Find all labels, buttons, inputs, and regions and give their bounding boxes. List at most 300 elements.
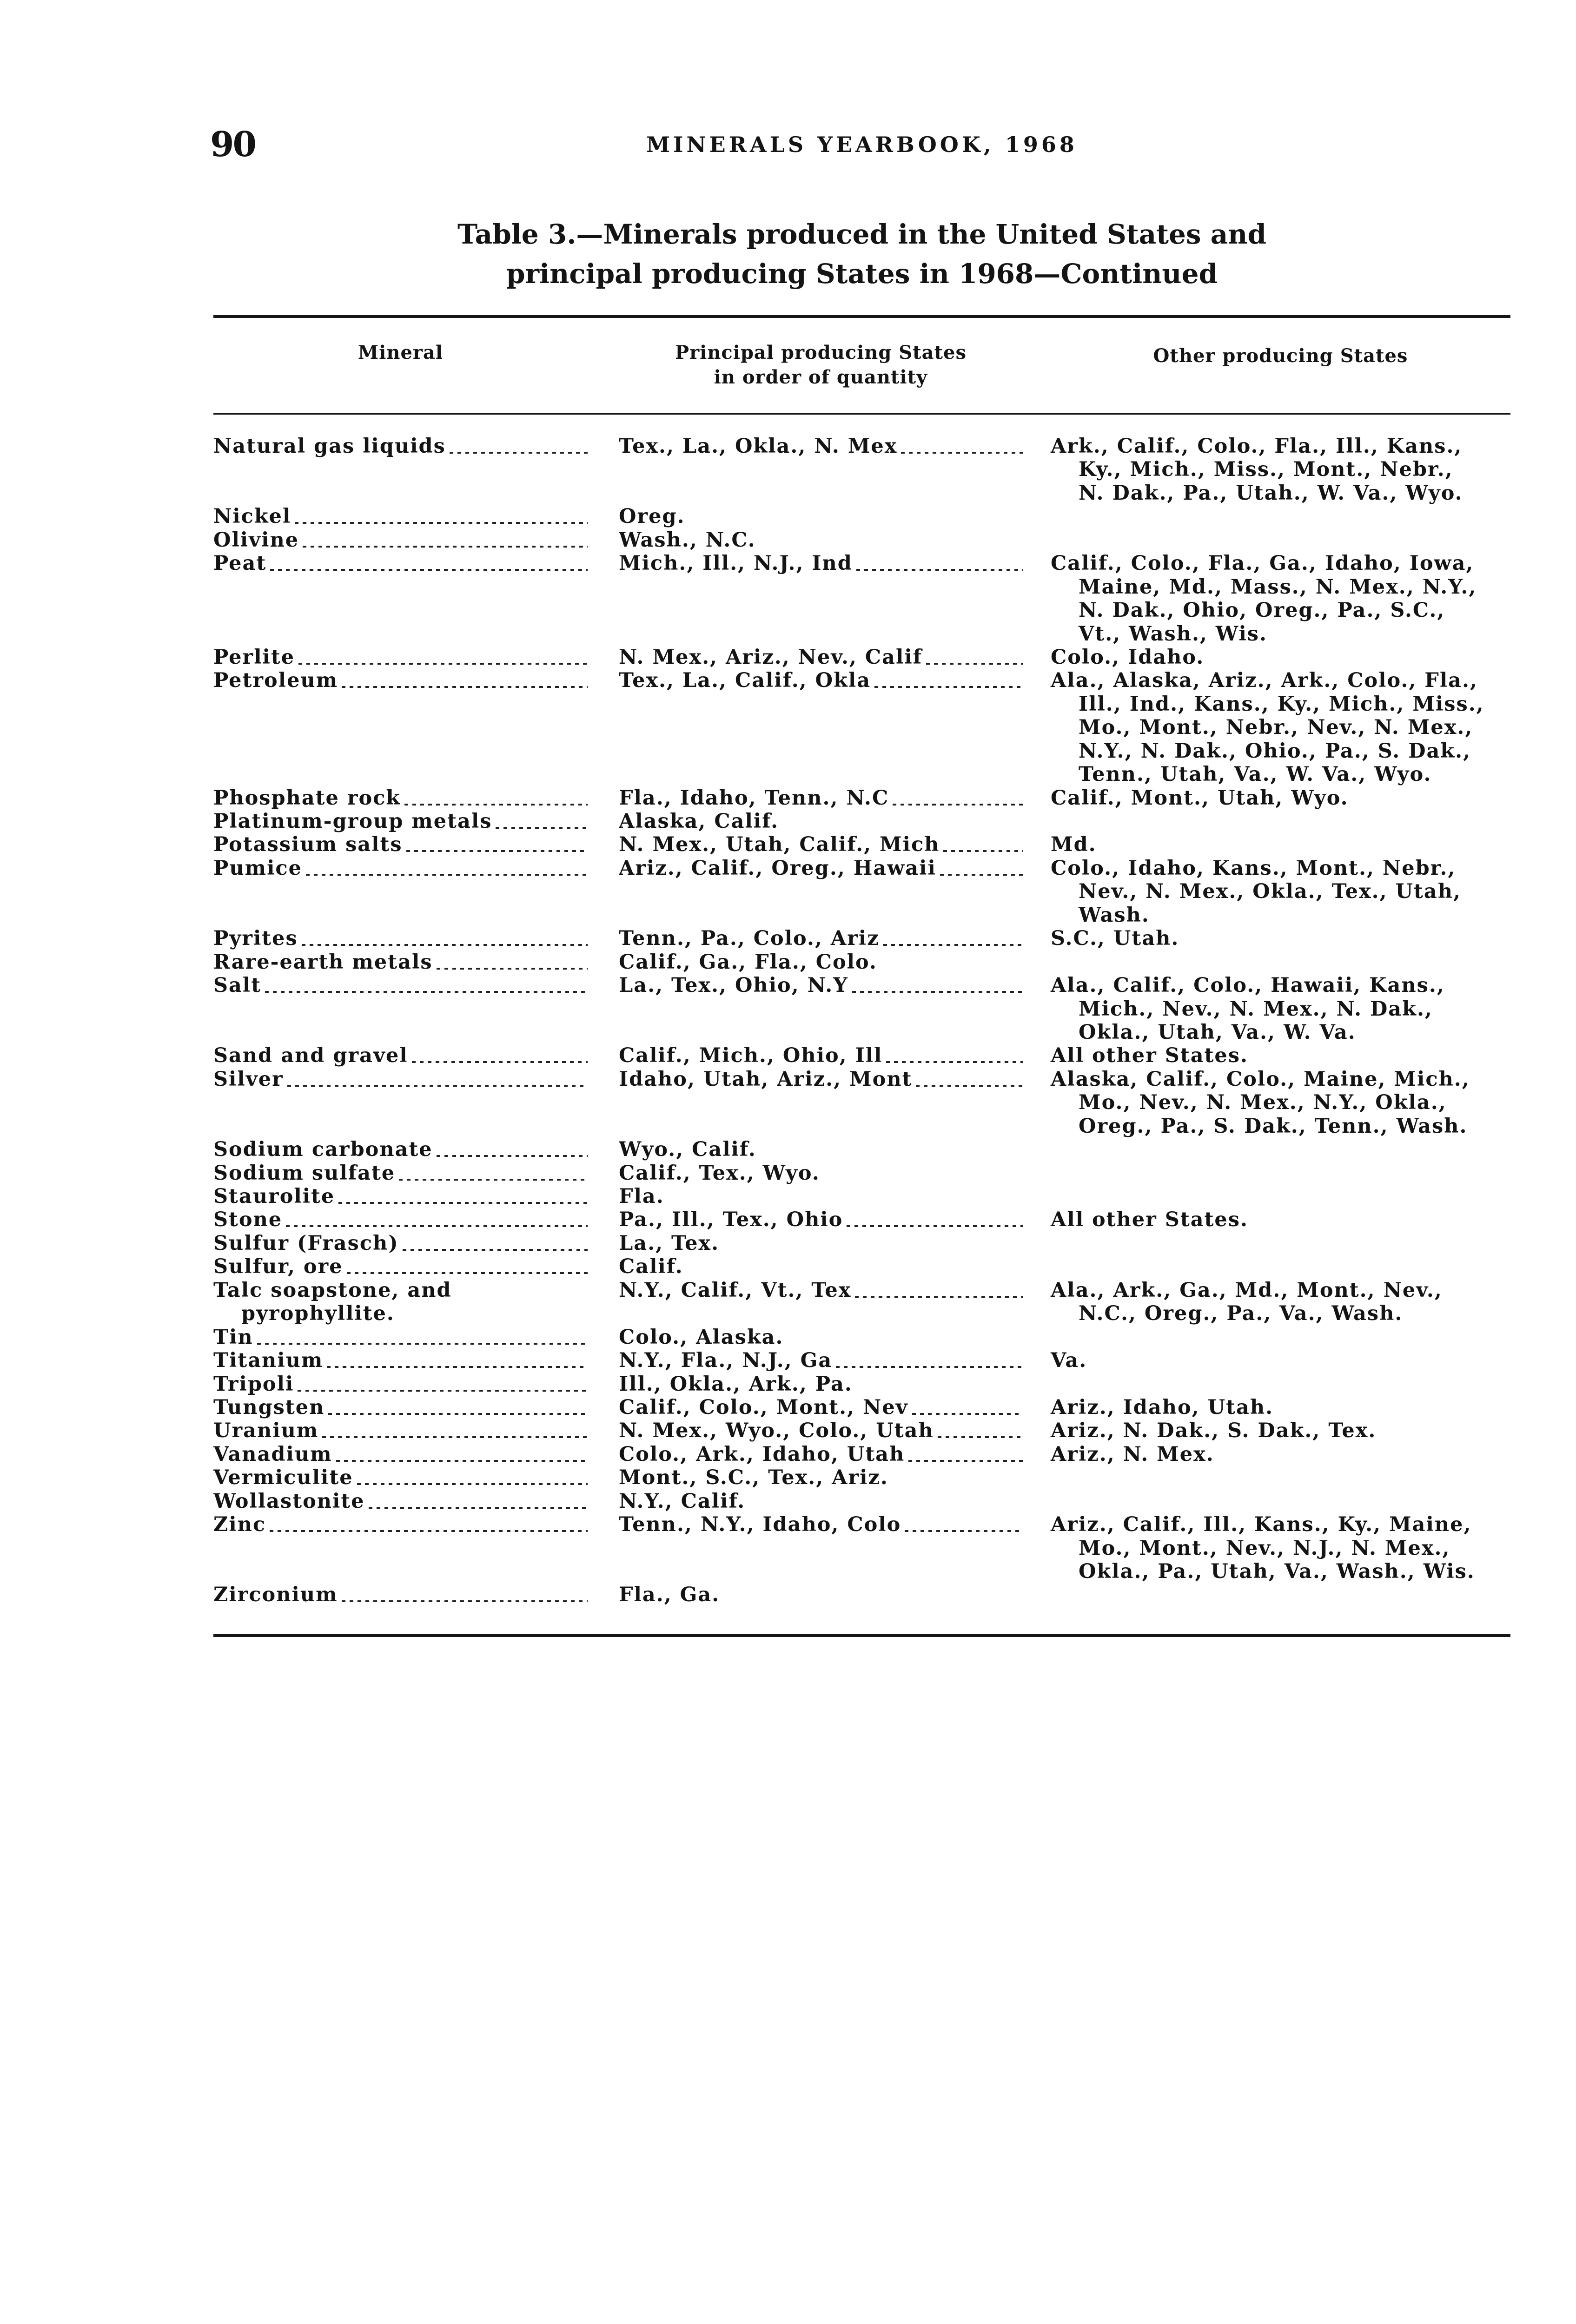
mineral-name: Vermiculite [213, 1466, 353, 1490]
mineral-line [213, 951, 588, 974]
principal-states-text: La., Tex. [619, 1231, 720, 1255]
other-states-line [1051, 1068, 1510, 1091]
mineral-name: Wollastonite [213, 1489, 365, 1513]
other-states-text: Tenn., Utah, Va., W. Va., Wyo. [1079, 763, 1432, 786]
dot-leader [303, 528, 588, 552]
other-states-line [1051, 904, 1510, 927]
other-states-line [1051, 669, 1510, 692]
principal-states-text: Oreg. [619, 505, 685, 528]
other-states-cell [1051, 1466, 1510, 1489]
principal-states-cell [619, 1490, 1023, 1513]
mineral-line [213, 669, 588, 692]
dot-leader [298, 646, 588, 669]
dot-leader [874, 669, 1023, 692]
principal-states-text: N. Mex., Ariz., Nev., Calif [619, 645, 923, 669]
mineral-cell [213, 505, 588, 528]
mineral-name: Talc soapstone, and [213, 1278, 452, 1302]
other-states-text: Oreg., Pa., S. Dak., Tenn., Wash. [1079, 1114, 1468, 1138]
mineral-name: Vanadium [213, 1442, 332, 1466]
dot-leader [450, 435, 588, 458]
other-states-cell [1051, 1490, 1510, 1513]
dot-leader [943, 833, 1023, 856]
dot-leader [847, 1208, 1023, 1231]
table-title-line: principal producing States in 1968—Continued [506, 258, 1218, 290]
mineral-cell [213, 1138, 588, 1161]
principal-states-text: Tenn., Pa., Colo., Ariz [619, 927, 880, 951]
mineral-line [213, 1255, 588, 1278]
table-row [213, 1466, 1510, 1489]
mineral-cell [213, 1583, 588, 1606]
principal-states-cell [619, 669, 1023, 786]
mineral-line [213, 1466, 588, 1489]
other-states-line [1051, 833, 1510, 856]
other-states-line [1051, 857, 1510, 880]
mineral-name: Silver [213, 1067, 284, 1091]
table-header-rule [213, 413, 1510, 415]
other-states-line [1051, 599, 1510, 622]
principal-states-line [619, 505, 1023, 528]
table-row [213, 1443, 1510, 1466]
principal-states-cell [619, 1513, 1023, 1583]
principal-states-cell [619, 1138, 1023, 1161]
column-header-line: Principal producing States [675, 342, 967, 363]
mineral-cell [213, 786, 588, 810]
other-states-line [1051, 552, 1510, 575]
table-row [213, 1583, 1510, 1606]
table-row [213, 1279, 1510, 1326]
other-states-cell [1051, 1396, 1510, 1419]
other-states-cell [1051, 786, 1510, 810]
other-states-text: Ariz., N. Dak., S. Dak., Tex. [1051, 1419, 1377, 1443]
other-states-cell [1051, 833, 1510, 856]
other-states-text: Alaska, Calif., Colo., Maine, Mich., [1051, 1067, 1470, 1091]
principal-states-text: Mich., Ill., N.J., Ind [619, 552, 853, 575]
mineral-line [213, 528, 588, 552]
principal-states-cell [619, 1044, 1023, 1067]
other-states-line [1051, 763, 1510, 786]
table-row [213, 1490, 1510, 1513]
dot-leader [257, 1326, 588, 1349]
principal-states-text: Ill., Okla., Ark., Pa. [619, 1372, 853, 1396]
mineral-line [213, 1138, 588, 1161]
mineral-line [213, 1443, 588, 1466]
mineral-cell [213, 1513, 588, 1583]
principal-states-cell [619, 927, 1023, 950]
mineral-line [213, 435, 588, 458]
table-row [213, 951, 1510, 974]
mineral-name: Peat [213, 552, 267, 575]
principal-states-cell [619, 1068, 1023, 1138]
dot-leader [322, 1419, 588, 1442]
principal-states-text: La., Tex., Ohio, N.Y [619, 974, 848, 997]
mineral-cell [213, 1279, 588, 1326]
other-states-text: S.C., Utah. [1051, 927, 1179, 951]
principal-states-line [619, 974, 1023, 997]
other-states-text: Calif., Mont., Utah, Wyo. [1051, 786, 1349, 810]
other-states-line [1051, 575, 1510, 599]
principal-states-cell [619, 1443, 1023, 1466]
dot-leader [327, 1349, 588, 1372]
mineral-cell [213, 669, 588, 786]
other-states-cell [1051, 1208, 1510, 1231]
other-states-text: Ala., Ark., Ga., Md., Mont., Nev., [1051, 1278, 1443, 1302]
mineral-name: Sulfur, ore [213, 1255, 343, 1279]
other-states-text: Ariz., Idaho, Utah. [1051, 1395, 1274, 1419]
mineral-cell [213, 528, 588, 552]
mineral-cell [213, 1255, 588, 1278]
dot-leader [437, 1138, 588, 1161]
principal-states-text: Calif. [619, 1255, 683, 1279]
other-states-line [1051, 880, 1510, 903]
mineral-line [213, 1162, 588, 1185]
other-states-line [1051, 646, 1510, 669]
dot-leader [855, 1279, 1023, 1302]
principal-states-text: Wyo., Calif. [619, 1138, 756, 1162]
other-states-line [1051, 974, 1510, 997]
principal-states-cell [619, 528, 1023, 552]
other-states-cell [1051, 1513, 1510, 1583]
mineral-name: Salt [213, 974, 262, 997]
principal-states-text: Pa., Ill., Tex., Ohio [619, 1208, 843, 1232]
other-states-line [1051, 997, 1510, 1021]
mineral-name: Olivine [213, 528, 299, 552]
dot-leader [302, 927, 588, 950]
dot-leader [306, 857, 588, 880]
principal-states-text: N.Y., Fla., N.J., Ga [619, 1349, 833, 1373]
other-states-cell [1051, 1443, 1510, 1466]
principal-states-cell [619, 505, 1023, 528]
other-states-text: Maine, Md., Mass., N. Mex., N.Y., [1079, 575, 1477, 599]
dot-leader [437, 951, 588, 974]
dot-leader [406, 833, 588, 856]
dot-leader [298, 1373, 588, 1396]
principal-states-line [619, 646, 1023, 669]
mineral-line [213, 552, 588, 575]
mineral-cell [213, 1373, 588, 1396]
mineral-line [213, 646, 588, 669]
principal-states-line [619, 1232, 1023, 1255]
mineral-cell [213, 1443, 588, 1466]
other-states-text: Wash. [1079, 903, 1150, 927]
other-states-line [1051, 1349, 1510, 1372]
principal-states-text: Ariz., Calif., Oreg., Hawaii [619, 856, 936, 880]
mineral-line [213, 1349, 588, 1372]
mineral-line [213, 1232, 588, 1255]
other-states-line [1051, 739, 1510, 763]
column-header-mineral: Mineral [358, 342, 444, 363]
principal-states-line [619, 1373, 1023, 1396]
other-states-line [1051, 786, 1510, 810]
mineral-line [213, 1490, 588, 1513]
table-body [213, 435, 1510, 1607]
table-row [213, 435, 1510, 505]
principal-states-text: Calif., Colo., Mont., Nev [619, 1395, 908, 1419]
dot-leader [336, 1443, 588, 1466]
other-states-line [1051, 435, 1510, 458]
principal-states-line [619, 552, 1023, 575]
dot-leader [342, 669, 588, 692]
principal-states-line [619, 1162, 1023, 1185]
table-row [213, 1396, 1510, 1419]
principal-states-line [619, 1208, 1023, 1231]
mineral-name: Zinc [213, 1513, 266, 1537]
principal-states-text: N.Y., Calif. [619, 1489, 746, 1513]
other-states-text: Colo., Idaho. [1051, 645, 1205, 669]
table-title-line: Table 3.—Minerals produced in the United States and [457, 218, 1266, 250]
other-states-text: Ark., Calif., Colo., Fla., Ill., Kans., [1051, 435, 1463, 458]
other-states-text: Ala., Alaska, Ariz., Ark., Colo., Fla., [1051, 669, 1478, 693]
mineral-name: Stone [213, 1208, 283, 1232]
principal-states-cell [619, 974, 1023, 1044]
principal-states-cell [619, 1396, 1023, 1419]
principal-states-cell [619, 435, 1023, 505]
principal-states-line [619, 1419, 1023, 1442]
other-states-text: Mo., Nev., N. Mex., N.Y., Okla., [1079, 1091, 1447, 1115]
principal-states-line [619, 435, 1023, 458]
other-states-cell [1051, 1044, 1510, 1067]
mineral-line [213, 1185, 588, 1208]
dot-leader [940, 857, 1023, 880]
mineral-cell [213, 810, 588, 833]
other-states-line [1051, 1396, 1510, 1419]
other-states-line [1051, 1115, 1510, 1138]
principal-states-cell [619, 786, 1023, 810]
other-states-text: Vt., Wash., Wis. [1079, 622, 1267, 646]
dot-leader [901, 435, 1023, 458]
dot-leader [328, 1396, 588, 1419]
other-states-cell [1051, 1326, 1510, 1349]
other-states-cell [1051, 810, 1510, 833]
table-row [213, 1044, 1510, 1067]
mineral-name: Uranium [213, 1419, 319, 1443]
mineral-line [213, 1208, 588, 1231]
dot-leader [886, 1044, 1023, 1067]
table-row [213, 528, 1510, 552]
mineral-line [213, 505, 588, 528]
principal-states-line [619, 1396, 1023, 1419]
principal-states-text: Idaho, Utah, Ariz., Mont [619, 1067, 913, 1091]
other-states-line [1051, 1021, 1510, 1044]
mineral-name: Sodium sulfate [213, 1161, 396, 1185]
table-row [213, 927, 1510, 950]
mineral-name: Sodium carbonate [213, 1138, 433, 1162]
table-row [213, 1185, 1510, 1208]
other-states-text: All other States. [1051, 1044, 1248, 1068]
principal-states-line [619, 786, 1023, 810]
principal-states-line [619, 1466, 1023, 1489]
mineral-cell [213, 1490, 588, 1513]
principal-states-text: Tex., La., Calif., Okla [619, 669, 871, 693]
table-title [213, 215, 1510, 294]
dot-leader [369, 1490, 588, 1513]
dot-leader [295, 505, 588, 528]
principal-states-line [619, 1255, 1023, 1278]
mineral-line-continuation [213, 1302, 588, 1325]
principal-states-line [619, 1044, 1023, 1067]
other-states-cell [1051, 1583, 1510, 1606]
other-states-line [1051, 1044, 1510, 1067]
dot-leader [347, 1255, 588, 1278]
principal-states-text: N.Y., Calif., Vt., Tex [619, 1278, 852, 1302]
mineral-cell [213, 552, 588, 646]
other-states-text: Ill., Ind., Kans., Ky., Mich., Miss., [1079, 692, 1484, 716]
dot-leader [856, 552, 1023, 575]
principal-states-line [619, 1490, 1023, 1513]
principal-states-cell [619, 857, 1023, 927]
principal-states-line [619, 857, 1023, 880]
principal-states-line [619, 1349, 1023, 1372]
table-row [213, 505, 1510, 528]
dot-leader [883, 927, 1023, 950]
dot-leader [270, 552, 588, 575]
dot-leader [908, 1443, 1023, 1466]
principal-states-line [619, 1138, 1023, 1161]
mineral-line [213, 786, 588, 810]
principal-states-text: Fla. [619, 1185, 664, 1208]
other-states-text: Mo., Mont., Nev., N.J., N. Mex., [1079, 1536, 1450, 1560]
other-states-cell [1051, 1068, 1510, 1138]
mineral-cell [213, 927, 588, 950]
column-header-other-states: Other producing States [1153, 345, 1408, 367]
table-row [213, 1326, 1510, 1349]
mineral-cell [213, 1162, 588, 1185]
table-row [213, 1373, 1510, 1396]
other-states-line [1051, 1208, 1510, 1231]
mineral-line [213, 927, 588, 950]
principal-states-text: Alaska, Calif. [619, 810, 779, 833]
table-row [213, 810, 1510, 833]
principal-states-text: N. Mex., Wyo., Colo., Utah [619, 1419, 934, 1443]
mineral-cell [213, 951, 588, 974]
table-row [213, 1162, 1510, 1185]
principal-states-text: Tenn., N.Y., Idaho, Colo [619, 1513, 901, 1537]
mineral-cell [213, 1349, 588, 1372]
table-row [213, 1208, 1510, 1231]
mineral-line [213, 1068, 588, 1091]
dot-leader [404, 786, 588, 810]
mineral-name: Platinum-group metals [213, 810, 492, 833]
principal-states-line [619, 1513, 1023, 1536]
principal-states-text: Calif., Tex., Wyo. [619, 1161, 820, 1185]
mineral-cell [213, 1419, 588, 1442]
mineral-name: Tripoli [213, 1372, 294, 1396]
other-states-cell [1051, 1349, 1510, 1372]
other-states-cell [1051, 1373, 1510, 1396]
dot-leader [399, 1162, 588, 1185]
mineral-line [213, 1513, 588, 1536]
other-states-cell [1051, 857, 1510, 927]
other-states-text: Mich., Nev., N. Mex., N. Dak., [1079, 997, 1433, 1021]
principal-states-cell [619, 1349, 1023, 1372]
mineral-cell [213, 1232, 588, 1255]
mineral-line [213, 857, 588, 880]
principal-states-cell [619, 1162, 1023, 1185]
mineral-name: Pyrites [213, 927, 298, 951]
mineral-cell [213, 646, 588, 669]
principal-states-line [619, 810, 1023, 833]
principal-states-line [619, 1583, 1023, 1606]
other-states-text: All other States. [1051, 1208, 1248, 1232]
table-row [213, 1255, 1510, 1278]
other-states-line [1051, 1091, 1510, 1114]
other-states-line [1051, 716, 1510, 739]
table-row [213, 1138, 1510, 1161]
dot-leader [916, 1068, 1023, 1091]
table-row [213, 1232, 1510, 1255]
principal-states-text: Tex., La., Okla., N. Mex [619, 435, 898, 458]
principal-states-cell [619, 1373, 1023, 1396]
mineral-name: Tungsten [213, 1395, 325, 1419]
other-states-text: N.Y., N. Dak., Ohio., Pa., S. Dak., [1079, 739, 1471, 763]
other-states-line [1051, 458, 1510, 481]
dot-leader [287, 1068, 588, 1091]
principal-states-cell [619, 552, 1023, 646]
principal-states-cell [619, 1326, 1023, 1349]
other-states-text: Colo., Idaho, Kans., Mont., Nebr., [1051, 856, 1456, 880]
mineral-line [213, 1419, 588, 1442]
table-row [213, 833, 1510, 856]
principal-states-line [619, 833, 1023, 856]
table-row [213, 669, 1510, 786]
other-states-text: Okla., Utah, Va., W. Va. [1079, 1020, 1356, 1044]
mineral-cell [213, 1466, 588, 1489]
table-row [213, 1419, 1510, 1442]
mineral-line [213, 1373, 588, 1396]
mineral-name: Potassium salts [213, 833, 403, 857]
mineral-name: Petroleum [213, 669, 338, 693]
other-states-cell [1051, 951, 1510, 974]
principal-states-text: Fla., Ga. [619, 1583, 720, 1607]
dot-leader [938, 1419, 1023, 1442]
principal-states-line [619, 1326, 1023, 1349]
mineral-line [213, 833, 588, 856]
column-header-principal-states [619, 340, 1023, 390]
principal-states-cell [619, 1255, 1023, 1278]
mineral-line [213, 974, 588, 997]
other-states-text: Md. [1051, 833, 1097, 857]
principal-states-text: Mont., S.C., Tex., Ariz. [619, 1466, 888, 1490]
other-states-text: Ariz., N. Mex. [1051, 1442, 1214, 1466]
dot-leader [905, 1513, 1023, 1536]
other-states-line [1051, 1302, 1510, 1325]
principal-states-cell [619, 1583, 1023, 1606]
other-states-text: Mo., Mont., Nebr., Nev., N. Mex., [1079, 716, 1473, 739]
dot-leader [265, 974, 588, 997]
dot-leader [342, 1583, 588, 1606]
other-states-cell [1051, 1138, 1510, 1161]
principal-states-text: Wash., N.C. [619, 528, 756, 552]
mineral-cell [213, 1185, 588, 1208]
other-states-cell [1051, 1162, 1510, 1185]
dot-leader [852, 974, 1023, 997]
table-row [213, 1513, 1510, 1583]
principal-states-text: Colo., Ark., Idaho, Utah [619, 1442, 905, 1466]
table-row [213, 1068, 1510, 1138]
principal-states-line [619, 669, 1023, 692]
mineral-cell [213, 1044, 588, 1067]
mineral-cell [213, 1208, 588, 1231]
other-states-line [1051, 1443, 1510, 1466]
principal-states-text: Calif., Ga., Fla., Colo. [619, 950, 877, 974]
other-states-cell [1051, 927, 1510, 950]
principal-states-line [619, 1185, 1023, 1208]
mineral-name: pyrophyllite. [241, 1302, 395, 1326]
principal-states-cell [619, 833, 1023, 856]
other-states-cell [1051, 528, 1510, 552]
principal-states-cell [619, 951, 1023, 974]
principal-states-cell [619, 1279, 1023, 1326]
mineral-line [213, 1326, 588, 1349]
